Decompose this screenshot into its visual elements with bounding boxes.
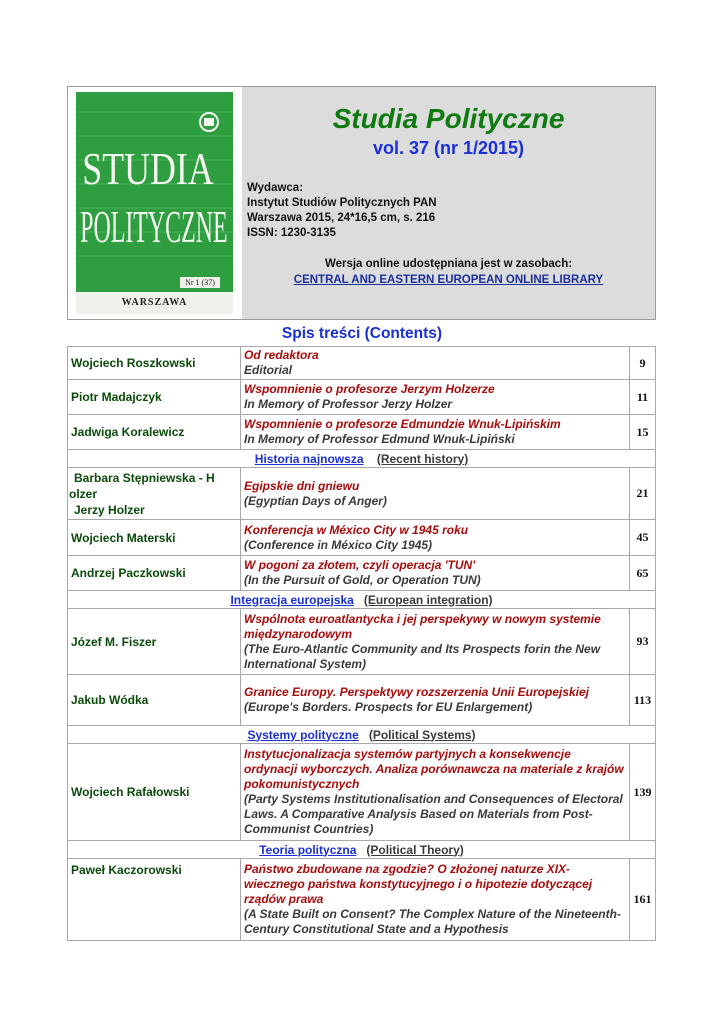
page-number: 93 xyxy=(630,609,656,675)
article-title-en: (Europe's Borders. Prospects for EU Enlargement) xyxy=(244,700,533,714)
section-heading xyxy=(68,726,656,744)
journal-info xyxy=(242,87,655,319)
page-number: 113 xyxy=(630,675,656,726)
table-row xyxy=(68,380,656,415)
author-cell: Piotr Madajczyk xyxy=(68,380,241,415)
article-title-en: (In the Pursuit of Gold, or Operation TUN) xyxy=(244,573,481,587)
article-cell xyxy=(241,468,630,520)
section-heading xyxy=(68,591,656,609)
article-title-en: (Party Systems Institutionalisation and Consequences of Electoral Laws. A Comparative Analysis Based on Materials from Post-Communist Countries) xyxy=(244,792,623,836)
article-title-pl[interactable]: Konferencja w México City w 1945 roku xyxy=(244,522,469,537)
table-row xyxy=(68,415,656,450)
article-title-en: (The Euro-Atlantic Community and Its Prospects forin the New International System) xyxy=(244,641,601,671)
article-title-pl[interactable]: W pogoni za złotem, czyli operacja 'TUN' xyxy=(244,558,476,572)
article-title-pl[interactable]: Wspomnienie o profesorze Edmundzie Wnuk-Lipińskim xyxy=(244,417,561,431)
article-cell xyxy=(241,556,630,591)
article-cell xyxy=(241,415,630,450)
contents-title: Spis treści (Contents) xyxy=(281,325,443,342)
section-link[interactable]: Integracja europejska xyxy=(230,592,354,607)
author-cell: Paweł Kaczorowski xyxy=(68,859,241,941)
article-title-pl[interactable]: Od redaktora xyxy=(244,348,319,362)
section-english: (Recent history) xyxy=(376,451,469,466)
page-number: 15 xyxy=(630,415,656,450)
section-heading xyxy=(68,841,656,859)
page-number: 45 xyxy=(630,520,656,556)
journal-cover-image xyxy=(76,92,233,314)
section-english: (European integration) xyxy=(363,592,493,607)
issn: ISSN: 1230-3135 xyxy=(247,227,336,239)
author-line: Jerzy Holzer xyxy=(74,502,145,517)
article-title-en: (Conference in México City 1945) xyxy=(244,537,433,552)
table-row xyxy=(68,468,656,520)
article-cell xyxy=(241,347,630,380)
online-note: Wersja online udostępniana jest w zasobach: xyxy=(324,258,573,270)
section-row xyxy=(68,450,656,468)
publisher-block xyxy=(247,181,437,241)
author-cell: Andrzej Paczkowski xyxy=(68,556,241,591)
section-link[interactable]: Systemy polityczne xyxy=(247,727,359,742)
article-title-pl[interactable]: Granice Europy. Perspektywy rozszerzenia Unii Europejskiej xyxy=(244,685,590,699)
cover-cell xyxy=(68,87,243,319)
library-link[interactable]: CENTRAL AND EASTERN EUROPEAN ONLINE LIBRARY xyxy=(293,274,604,286)
publication-details: Warszawa 2015, 24*16,5 cm, s. 216 xyxy=(247,212,436,224)
author-cell: Wojciech Roszkowski xyxy=(68,347,241,380)
cover-issue: Nr 1 (37) xyxy=(180,277,220,288)
article-cell xyxy=(241,744,630,841)
author-line: Barbara Stępniewska - H xyxy=(74,470,215,485)
article-title-en: In Memory of Professor Edmund Wnuk-Lipiński xyxy=(244,432,515,446)
article-title-pl[interactable]: Wspólnota euroatlantycka i jej perspekywy w nowym systemie międzynarodowym xyxy=(244,611,601,641)
author-cell: Jakub Wódka xyxy=(68,675,241,726)
author-cell xyxy=(68,468,241,520)
section-link[interactable]: Historia najnowsza xyxy=(254,451,364,466)
author-cell: Wojciech Rafałowski xyxy=(68,744,241,841)
page-number: 65 xyxy=(630,556,656,591)
contents-table xyxy=(67,346,656,941)
article-cell xyxy=(241,520,630,556)
article-title-en: (Egyptian Days of Anger) xyxy=(244,493,387,508)
article-title-pl[interactable]: Państwo zbudowane na zgodzie? O złożonej naturze XIX-wiecznego państwa konstytucyjnego i o hipotezie dotyczącej rządów prawa xyxy=(244,862,593,906)
article-cell xyxy=(241,609,630,675)
author-cell: Jadwiga Koralewicz xyxy=(68,415,241,450)
article-title-en: Editorial xyxy=(244,363,293,377)
page-number: 161 xyxy=(630,859,656,941)
table-row xyxy=(68,520,656,556)
cover-city: WARSZAWA xyxy=(121,297,188,308)
cover-title-line2: POLITYCZNE xyxy=(80,200,228,253)
section-english: (Political Systems) xyxy=(368,727,476,742)
article-cell xyxy=(241,380,630,415)
section-link[interactable]: Teoria polityczna xyxy=(259,842,357,857)
author-line: olzer xyxy=(69,486,98,501)
article-title-pl[interactable]: Instytucjonalizacja systemów partyjnych a konsekwencje ordynacji wyborczych. Analiza porównawcza na materiale z krajów pokomunistycznych xyxy=(244,747,624,791)
journal-title: Studia Polityczne xyxy=(332,103,565,134)
section-row xyxy=(68,726,656,744)
section-english: (Political Theory) xyxy=(366,842,464,857)
table-row xyxy=(68,556,656,591)
article-cell xyxy=(241,675,630,726)
journal-header xyxy=(67,86,656,320)
page-number: 21 xyxy=(630,468,656,520)
author-cell: Wojciech Materski xyxy=(68,520,241,556)
section-heading xyxy=(68,450,656,468)
page-number: 9 xyxy=(630,347,656,380)
page-number: 139 xyxy=(630,744,656,841)
article-title-pl[interactable]: Egipskie dni gniewu xyxy=(244,478,360,493)
journal-volume: vol. 37 (nr 1/2015) xyxy=(372,138,525,158)
author-cell: Józef M. Fiszer xyxy=(68,609,241,675)
table-row xyxy=(68,347,656,380)
online-availability xyxy=(242,256,655,288)
section-row xyxy=(68,841,656,859)
article-title-en: (A State Built on Consent? The Complex Nature of the Nineteenth-Century Constitutional State and a Hypothesis xyxy=(244,907,621,936)
page-number: 11 xyxy=(630,380,656,415)
table-row xyxy=(68,744,656,841)
table-row xyxy=(68,609,656,675)
cover-title-line1: STUDIA xyxy=(82,142,214,195)
table-row xyxy=(68,859,656,941)
section-row xyxy=(68,591,656,609)
publisher-label: Wydawca: xyxy=(247,182,304,194)
publisher-name: Instytut Studiów Politycznych PAN xyxy=(247,197,437,209)
article-title-pl[interactable]: Wspomnienie o profesorze Jerzym Holzerze xyxy=(244,382,495,396)
table-row xyxy=(68,675,656,726)
article-cell xyxy=(241,859,630,941)
article-title-en: In Memory of Professor Jerzy Holzer xyxy=(244,397,453,411)
